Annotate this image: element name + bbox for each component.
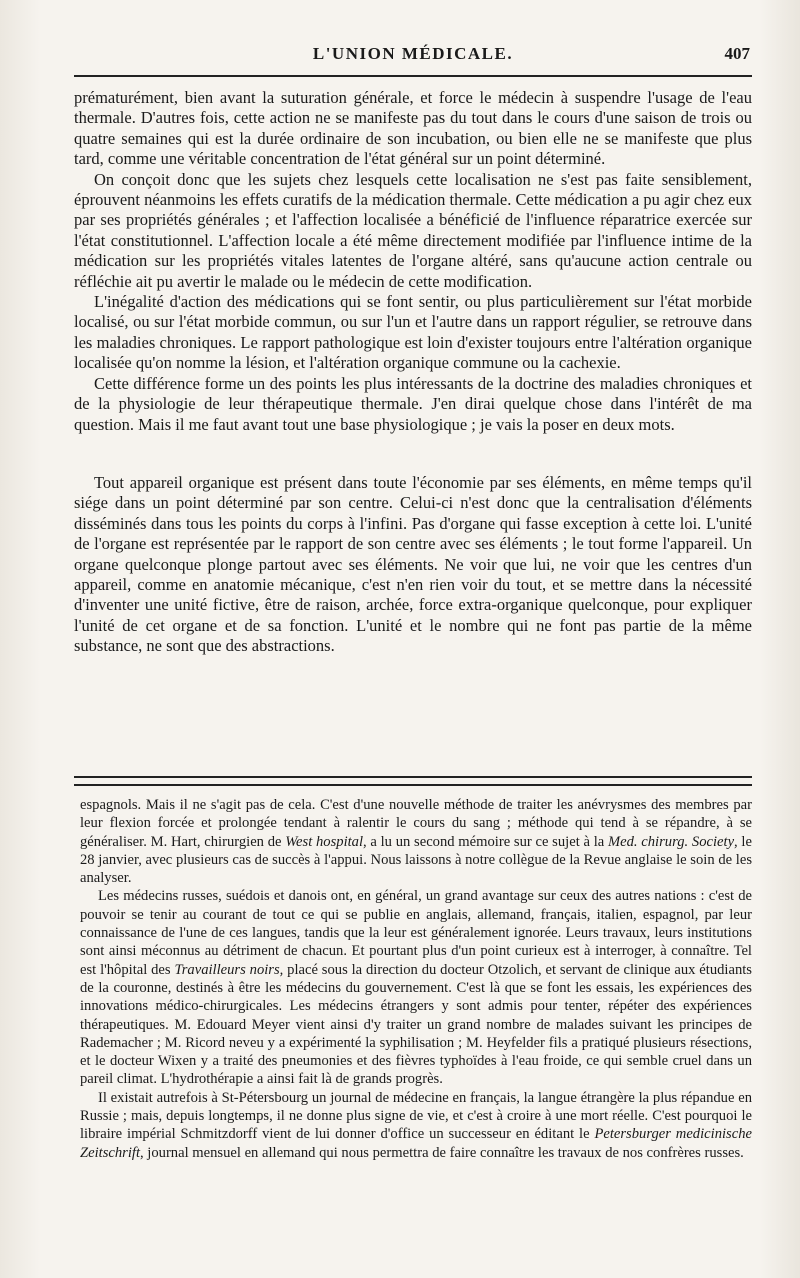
section-divider [74,776,752,786]
header-rule [74,75,752,77]
running-title: L'UNION MÉDICALE. [312,44,514,63]
text-run: Les médecins russes, suédois et danois ont, en général, un grand avantage sur ceux des autres nations : c'est de pouvoir se tenir au courant de tout ce qui se publie en anglais, allemand, français, italien, espagnol, par leur connaissance de l'une de ces langues, tandis que la leur est généralement ignorée. Leurs travaux, leurs institutions sont ainsi méconnus au détriment de chacun. Et pourtant plus d'un point curieux est à interroger, à connaître. Tel est l'hôpital des [80,888,752,978]
feuilleton-paragraph [80,1089,752,1162]
italic-run: West hospital [285,833,364,850]
page-header [74,44,752,74]
italic-run: Med. chirurg. Society [607,833,735,850]
italic-run: Petersburger medicinische Zeitschrift [80,1126,752,1161]
paragraph: Tout appareil organique est présent dans toute l'économie par ses éléments, en même temps qu'il siége dans un point déterminé par son centre. Celui-ci n'est donc que la centralisation d'éléments disséminés dans tous les points du corps à l'infini. Pas d'organe qui fasse exception à cette loi. L'unité de l'organe est représentée par le rapport de son centre avec ses éléments ; le tout forme l'appareil. Un organe quelconque plonge partout avec ses éléments. Ne voir que lui, ne voir que les centres d'un appareil, comme en anatomie mécanique, c'est n'en rien voir du tout, et se mettre dans la nécessité d'inventer une unité fictive, être de raison, archée, force extra-organique quelconque, pour expliquer l'unité de cet organe et de sa fonction. L'unité et le nombre qui ne font pas partie de la même substance, ne sont que des abstractions. [74,472,752,656]
paragraph: L'inégalité d'action des médications qui se font sentir, ou plus particulièrement sur l'état morbide localisé, ou sur l'état morbide commun, ou sur l'un et l'autre dans un rapport régulier, se retrouve dans les maladies chroniques. Le rapport pathologique est loin d'exister toujours entre l'altération organique localisée qu'on nomme la lésion, et l'altération organique commune ou la cachexie. [74,292,752,373]
text-run: espagnols. Mais il ne s'agit pas de cela. C'est d'une nouvelle méthode de traiter les anévrysmes des membres par leur flexion forcée et prolongée tendant à ralentir le cours du sang ; méthode qui tend à se répandre, à se généraliser. M. Hart, chirurgien de [80,797,752,850]
text-run: , journal mensuel en allemand qui nous permettra de faire connaître les travaux de nos confrères russes. [140,1144,744,1161]
page-number: 407 [724,44,750,63]
paragraph: On conçoit donc que les sujets chez lesquels cette localisation ne s'est pas faite sensiblement, éprouvent néanmoins les effets curatifs de la médication thermale. Cette médication a pu agir chez eux par ses propriétés générales ; et l'affection localisée a bénéficié de l'influence réparatrice exercée sur l'état constitutionnel. L'affection locale a été même directement modifiée par l'influence intime de la médication sur les propriétés vitales latentes de l'organe altéré, sans qu'aucune action centrale ou réfléchie ait pu avertir le malade ou le médecin de cette modification. [74,169,752,291]
feuilleton-paragraph [80,796,752,887]
text-run: placé sous la direction du docteur Otzolich, et servant de clinique aux étudiants de la couronne, destinés à être les médecins du gouvernement. C'est là que se font les essais, les expériences des innovations médico-chirurgicales. Les médecins étrangers y sont admis pour tenter, répéter des expériences thérapeutiques. M. Edouard Meyer vient ainsi d'y traiter un grand nombre de malades suivant les principes de Rademacher ; M. Ricord neveu y a expérimenté la syphilisation ; M. Heyfelder fils a pratiqué plusieurs résections, et le docteur Wixen y a traité des pneumonies et des fièvres typhoïdes à l'eau froide, ce qui semble cruel dans un pareil climat. L'hydrothérapie a ainsi fait là de grands progrès. [80,961,752,1088]
text-run: , a lu un second mémoire sur ce sujet à la [363,833,608,850]
italic-run: Travailleurs noirs, [174,961,284,978]
feuilleton-text [80,796,752,1162]
paragraph: Cette différence forme un des points les plus intéressants de la doctrine des maladies chroniques et de la physiologie de leur thérapeutique thermale. J'en dirai quelque chose dans l'intérêt de ma question. Mais il me faut avant tout une base physiologique ; je vais la poser en deux mots. [74,373,752,434]
feuilleton-paragraph [80,887,752,1088]
main-text [74,88,752,657]
text-run: , le 28 janvier, avec plusieurs cas de succès à l'appui. Nous laissons à notre collègue de la Revue anglaise le soin de les analyser. [80,833,752,887]
text-run: Il existait autrefois à St-Pétersbourg un journal de médecine en français, la langue étrangère la plus répandue en Russie ; mais, depuis longtemps, il ne donne plus signe de vie, et c'est à croire à une mort réelle. C'est pourquoi le libraire impérial Schmitzdorff vient de lui donner d'office un successeur en éditant le [80,1089,752,1143]
paragraph: prématurément, bien avant la suturation générale, et force le médecin à suspendre l'usage de l'eau thermale. D'autres fois, cette action ne se manifeste pas du tout dans le cours d'une saison de trois ou quatre semaines qui est la durée ordinaire de son incubation, ou bien elle ne se manifeste que plus tard, comme une véritable concentration de l'état général sur un point déterminé. [74,88,752,169]
